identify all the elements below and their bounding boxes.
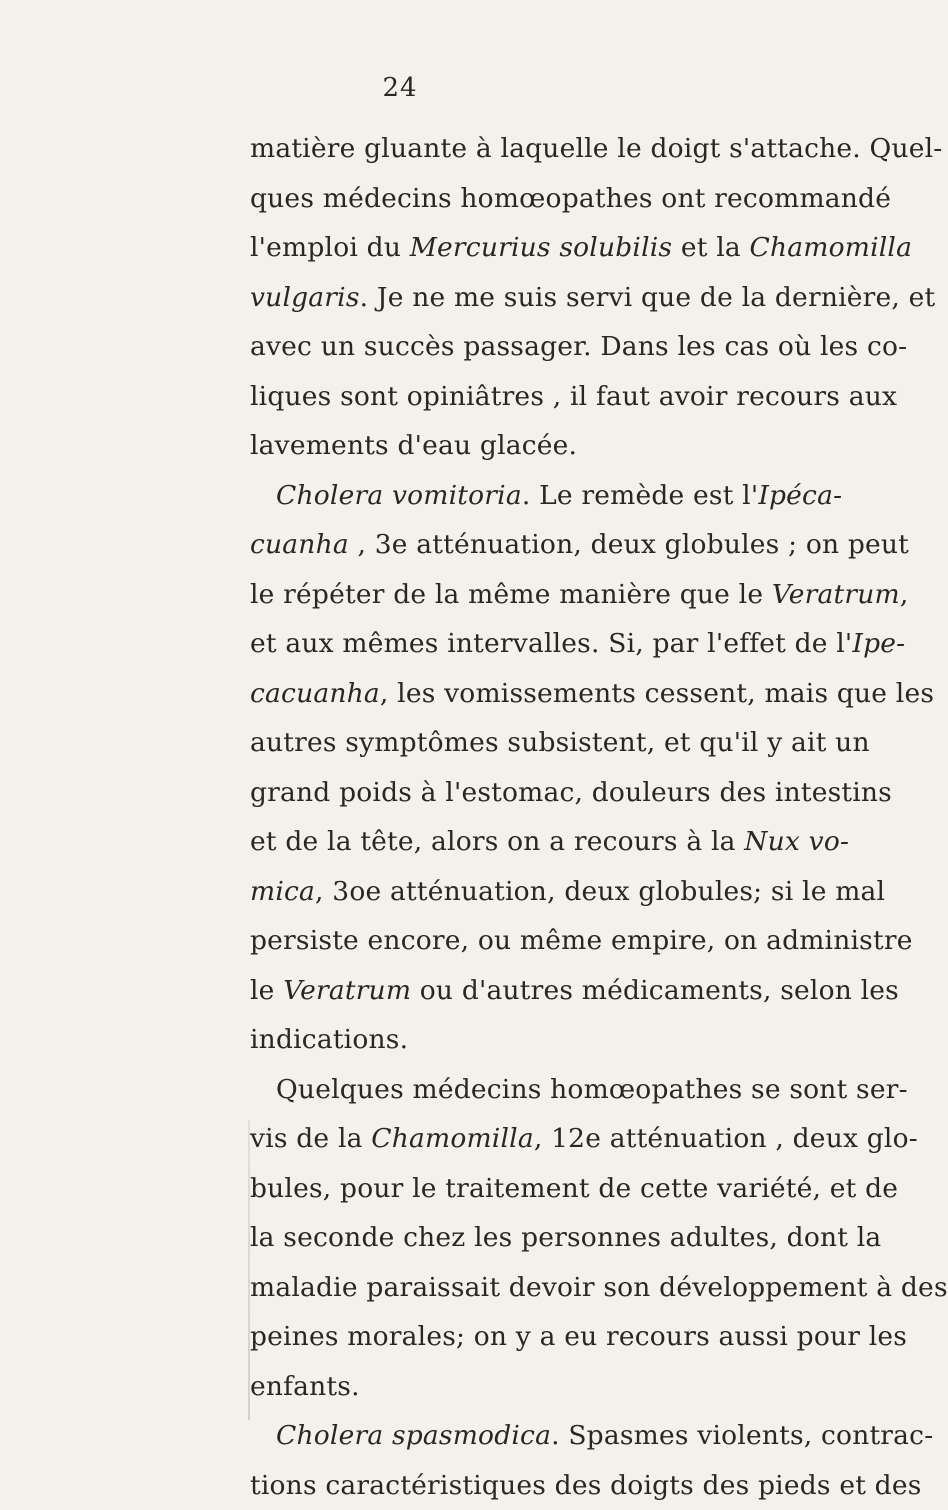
- italic-term: Veratrum: [772, 579, 900, 610]
- text-line: [250, 1065, 791, 1115]
- text-run: peines morales; on y a eu recours aussi pour les: [250, 1321, 907, 1352]
- text-run: , 3e atténuation, deux globules ; on peut: [349, 529, 909, 560]
- text-run: . Je ne me suis servi que de la dernière, et: [360, 282, 936, 313]
- text-run: persiste encore, ou même empire, on administre: [250, 925, 913, 956]
- text-run: maladie paraissait devoir son développement à des: [250, 1272, 948, 1303]
- text-line: [250, 223, 791, 273]
- text-run: le répéter de la même manière que le: [250, 579, 772, 610]
- text-line: [250, 1263, 791, 1313]
- italic-term: Nux vo-: [744, 826, 849, 857]
- text-line: [250, 273, 791, 323]
- italic-term: Cholera spasmodica: [276, 1420, 551, 1451]
- text-line: [250, 372, 791, 422]
- text-run: matière gluante à laquelle le doigt s'attache. Quel-: [250, 133, 942, 164]
- text-run: tions caractéristiques des doigts des pieds et des: [250, 1470, 922, 1501]
- text-line: [250, 718, 791, 768]
- page-number: 24: [0, 73, 800, 103]
- text-line: [250, 520, 791, 570]
- text-line: [250, 471, 791, 521]
- text-line: [250, 966, 791, 1016]
- text-run: . Spasmes violents, contrac-: [551, 1420, 933, 1451]
- italic-term: cuanha: [250, 529, 349, 560]
- text-run: et aux mêmes intervalles. Si, par l'effet de l': [250, 628, 852, 659]
- text-run: ques médecins homœopathes ont recommandé: [250, 183, 891, 214]
- body-text: [250, 124, 791, 1510]
- text-line: [250, 1015, 791, 1065]
- text-run: vis de la: [250, 1123, 371, 1154]
- text-run: autres symptômes subsistent, et qu'il y ait un: [250, 727, 870, 758]
- text-run: , 3oe atténuation, deux globules; si le mal: [315, 876, 885, 907]
- text-run: liques sont opiniâtres , il faut avoir recours aux: [250, 381, 897, 412]
- text-run: et de la tête, alors on a recours à la: [250, 826, 744, 857]
- text-line: [250, 1411, 791, 1461]
- text-run: la seconde chez les personnes adultes, dont la: [250, 1222, 881, 1253]
- text-line: [250, 1362, 791, 1412]
- text-line: [250, 570, 791, 620]
- text-line: [250, 817, 791, 867]
- italic-term: vulgaris: [250, 282, 360, 313]
- italic-term: mica: [250, 876, 315, 907]
- text-run: avec un succès passager. Dans les cas où les co-: [250, 331, 907, 362]
- text-line: [250, 1114, 791, 1164]
- text-line: [250, 322, 791, 372]
- text-run: le: [250, 975, 283, 1006]
- text-run: grand poids à l'estomac, douleurs des intestins: [250, 777, 892, 808]
- italic-term: Veratrum: [283, 975, 411, 1006]
- text-run: bules, pour le traitement de cette variété, et de: [250, 1173, 898, 1204]
- text-line: [250, 174, 791, 224]
- italic-term: Chamomilla: [371, 1123, 534, 1154]
- text-line: [250, 1461, 791, 1510]
- text-run: , les vomissements cessent, mais que les: [380, 678, 934, 709]
- text-run: . Le remède est l': [522, 480, 759, 511]
- italic-term: Chamomilla: [750, 232, 913, 263]
- text-run: enfants.: [250, 1371, 360, 1402]
- italic-term: Ipéca-: [758, 480, 842, 511]
- italic-term: Ipe-: [852, 628, 905, 659]
- text-line: [250, 669, 791, 719]
- italic-term: Mercurius solubilis: [410, 232, 673, 263]
- italic-term: Cholera vomitoria: [276, 480, 522, 511]
- italic-term: cacuanha: [250, 678, 380, 709]
- text-line: [250, 124, 791, 174]
- text-run: ou d'autres médicaments, selon les: [411, 975, 899, 1006]
- text-run: lavements d'eau glacée.: [250, 430, 577, 461]
- text-run: ,: [900, 579, 909, 610]
- text-line: [250, 1164, 791, 1214]
- text-line: [250, 421, 791, 471]
- text-line: [250, 619, 791, 669]
- text-line: [250, 1213, 791, 1263]
- text-run: l'emploi du: [250, 232, 410, 263]
- text-run: et la: [672, 232, 749, 263]
- text-line: [250, 867, 791, 917]
- text-run: , 12e atténuation , deux glo-: [534, 1123, 918, 1154]
- text-line: [250, 916, 791, 966]
- text-line: [250, 768, 791, 818]
- text-run: Quelques médecins homœopathes se sont ser-: [276, 1074, 908, 1105]
- text-line: [250, 1312, 791, 1362]
- text-run: indications.: [250, 1024, 408, 1055]
